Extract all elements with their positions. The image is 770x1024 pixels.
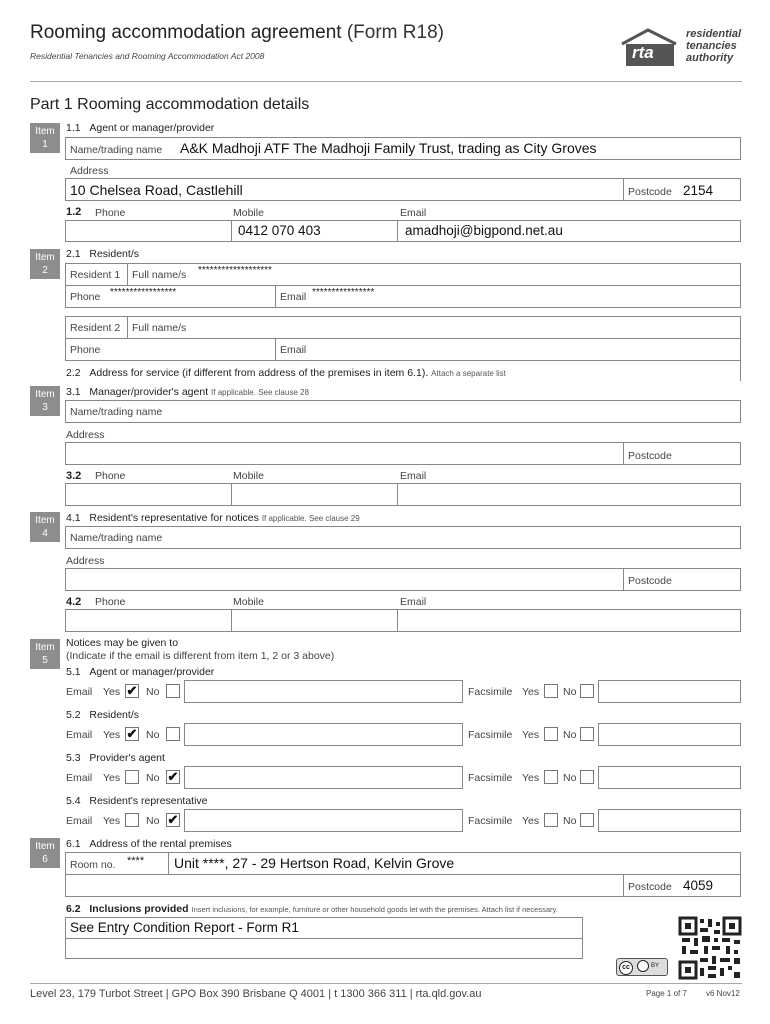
s3-mobile-label: Mobile bbox=[233, 470, 264, 482]
s5-email-field[interactable] bbox=[184, 809, 463, 832]
rta-logo bbox=[618, 24, 680, 68]
s3-2-num: 3.2 bbox=[66, 470, 82, 482]
s4-email-label: Email bbox=[400, 596, 427, 608]
form-version: v6 Nov12 bbox=[706, 989, 740, 998]
item-6-badge: Item 6 bbox=[30, 838, 60, 868]
item-2-badge: Item 2 bbox=[30, 249, 60, 279]
s3-address-label: Address bbox=[66, 429, 105, 441]
footer-address: Level 23, 179 Turbot Street | GPO Box 390 Brisbane Q 4001 | t 1300 366 311 | rta.qld.gov.au bbox=[30, 988, 482, 1000]
s5-fax-label: Facsimile bbox=[468, 729, 513, 741]
s5-email-field[interactable] bbox=[184, 723, 463, 746]
s1-phone-label: Phone bbox=[95, 207, 126, 219]
s2-r1-fullname-label: Full name/s bbox=[132, 269, 187, 281]
org-line-1: residential bbox=[686, 28, 742, 40]
s4-name-field[interactable] bbox=[65, 526, 741, 549]
s6-postcode-label: Postcode bbox=[628, 881, 672, 893]
s3-name-label: Name/trading name bbox=[70, 406, 163, 418]
s3-heading: 3.1 Manager/provider's agent If applicable. See clause 28 bbox=[66, 386, 309, 398]
s1-postcode-label: Postcode bbox=[628, 186, 672, 198]
s1-email-value: amadhoji@bigpond.net.au bbox=[405, 223, 563, 238]
s5-email-no-checkbox[interactable]: ✔ bbox=[167, 769, 179, 784]
org-line-3: authority bbox=[686, 52, 734, 64]
s5-email-field[interactable] bbox=[184, 766, 463, 789]
s5-email-field[interactable] bbox=[184, 680, 463, 703]
s4-name-label: Name/trading name bbox=[70, 532, 163, 544]
s5-fax-no-label: No bbox=[563, 815, 577, 827]
s6-inclusions-value: See Entry Condition Report - Form R1 bbox=[70, 920, 299, 935]
s5-email-yes-checkbox[interactable] bbox=[125, 813, 139, 827]
s5-fax-label: Facsimile bbox=[468, 815, 513, 827]
footer-divider bbox=[30, 983, 742, 984]
s4-address-label: Address bbox=[66, 555, 105, 567]
s5-fax-yes-label: Yes bbox=[522, 729, 540, 741]
header-divider bbox=[30, 81, 742, 82]
s6-heading: 6.1 Address of the rental premises bbox=[66, 838, 232, 850]
attribution-icon bbox=[637, 960, 649, 972]
s5-yes-label: Yes bbox=[103, 729, 121, 741]
s5-no-label: No bbox=[146, 815, 160, 827]
s2-r2-label: Resident 2 bbox=[70, 322, 121, 334]
cc-by-label: BY bbox=[651, 963, 660, 969]
s5-fax-no-label: No bbox=[563, 686, 577, 698]
s2-r1-email-value: **************** bbox=[312, 287, 375, 298]
s5-no-label: No bbox=[146, 772, 160, 784]
s3-postcode-label: Postcode bbox=[628, 450, 672, 462]
s5-email-yes-checkbox[interactable]: ✔ bbox=[126, 683, 138, 698]
s1-2-num: 1.2 bbox=[66, 206, 82, 218]
s5-no-label: No bbox=[146, 686, 160, 698]
s1-address-label: Address bbox=[70, 165, 109, 177]
item-5-badge: Item 5 bbox=[30, 639, 60, 669]
s5-email-yes-checkbox[interactable] bbox=[125, 770, 139, 784]
s5-row-heading: 5.3 Provider's agent bbox=[66, 752, 165, 764]
s5-email-no-checkbox[interactable]: ✔ bbox=[167, 812, 179, 827]
s3-phone-label: Phone bbox=[95, 470, 126, 482]
s5-fax-no-label: No bbox=[563, 729, 577, 741]
s6-address-value: Unit ****, 27 - 29 Hertson Road, Kelvin Grove bbox=[174, 855, 455, 871]
s6-postcode-value: 4059 bbox=[683, 878, 714, 893]
s4-contact-field[interactable] bbox=[65, 609, 741, 632]
s2-r1-phone-label: Phone bbox=[70, 291, 101, 303]
s5-row-heading: 5.2 Resident/s bbox=[66, 709, 139, 721]
s5-email-yes-checkbox[interactable]: ✔ bbox=[126, 726, 138, 741]
s1-address-value: 10 Chelsea Road, Castlehill bbox=[70, 182, 243, 198]
s5-no-label: No bbox=[146, 729, 160, 741]
s5-subheading: (Indicate if the email is different from item 1, 2 or 3 above) bbox=[66, 650, 335, 662]
s5-yes-label: Yes bbox=[103, 686, 121, 698]
form-title bbox=[30, 22, 444, 44]
page-number: Page 1 of 7 bbox=[646, 989, 687, 998]
org-line-2: tenancies bbox=[686, 40, 737, 52]
s5-fax-yes-label: Yes bbox=[522, 815, 540, 827]
s5-fax-no-checkbox[interactable] bbox=[580, 813, 594, 827]
s1-name-label: Name/trading name bbox=[70, 144, 163, 156]
s2-2-heading: 2.2 Address for service (if different from address of the premises in item 6.1). Attach a separate list bbox=[66, 367, 506, 379]
s5-email-label: Email bbox=[66, 686, 93, 698]
s4-heading: 4.1 Resident's representative for notices If applicable. See clause 29 bbox=[66, 512, 360, 524]
part-title: Part 1 Rooming accommodation details bbox=[30, 96, 310, 113]
s5-fax-field[interactable] bbox=[598, 809, 741, 832]
s5-fax-yes-label: Yes bbox=[522, 686, 540, 698]
s5-fax-label: Facsimile bbox=[468, 686, 513, 698]
form-code: (Form R18) bbox=[346, 22, 444, 43]
s5-fax-yes-checkbox[interactable] bbox=[544, 770, 558, 784]
s2-r2-fullname-label: Full name/s bbox=[132, 322, 187, 334]
cc-circle-icon: cc bbox=[619, 961, 633, 975]
s2-r2-email-label: Email bbox=[280, 344, 307, 356]
s2-r2-phone-label: Phone bbox=[70, 344, 101, 356]
s5-fax-field[interactable] bbox=[598, 680, 741, 703]
s1-name-value: A&K Madhoji ATF The Madhoji Family Trust, trading as City Groves bbox=[180, 140, 597, 156]
s5-fax-no-checkbox[interactable] bbox=[580, 770, 594, 784]
s4-mobile-label: Mobile bbox=[233, 596, 264, 608]
s5-fax-yes-checkbox[interactable] bbox=[544, 684, 558, 698]
form-title-text: Rooming accommodation agreement bbox=[30, 22, 342, 43]
s1-heading: 1.1 Agent or manager/provider bbox=[66, 122, 215, 134]
s2-r1-name-value: ******************* bbox=[198, 265, 272, 276]
s5-fax-field[interactable] bbox=[598, 766, 741, 789]
s2-right-rule bbox=[740, 361, 741, 381]
logo-text: rta bbox=[632, 43, 654, 62]
s1-email-label: Email bbox=[400, 207, 427, 219]
s5-email-no-checkbox[interactable] bbox=[166, 684, 180, 698]
s5-fax-no-checkbox[interactable] bbox=[580, 727, 594, 741]
item-3-badge: Item 3 bbox=[30, 386, 60, 416]
s2-r1-label: Resident 1 bbox=[70, 269, 121, 281]
org-name bbox=[686, 28, 741, 64]
s5-fax-no-label: No bbox=[563, 772, 577, 784]
act-subtitle: Residential Tenancies and Rooming Accommodation Act 2008 bbox=[30, 51, 265, 61]
s5-fax-no-checkbox[interactable] bbox=[580, 684, 594, 698]
s5-email-label: Email bbox=[66, 729, 93, 741]
s3-name-field[interactable] bbox=[65, 400, 741, 423]
s5-email-label: Email bbox=[66, 772, 93, 784]
item-4-badge: Item 4 bbox=[30, 512, 60, 542]
qr-code-icon bbox=[678, 916, 742, 980]
s1-mobile-value: 0412 070 403 bbox=[238, 223, 321, 238]
s1-postcode-value: 2154 bbox=[683, 183, 714, 198]
s4-2-num: 4.2 bbox=[66, 596, 82, 608]
s4-phone-label: Phone bbox=[95, 596, 126, 608]
s5-email-no-checkbox[interactable] bbox=[166, 727, 180, 741]
s5-row-heading: 5.1 Agent or manager/provider bbox=[66, 666, 215, 678]
s6-room-value: **** bbox=[127, 855, 145, 867]
s5-fax-yes-checkbox[interactable] bbox=[544, 727, 558, 741]
s2-heading: 2.1 Resident/s bbox=[66, 248, 139, 260]
cc-license-icon bbox=[616, 958, 668, 976]
s5-fax-field[interactable] bbox=[598, 723, 741, 746]
s5-fax-yes-label: Yes bbox=[522, 772, 540, 784]
s6-room-label: Room no. bbox=[70, 859, 116, 871]
item-1-badge: Item 1 bbox=[30, 123, 60, 153]
s3-contact-field[interactable] bbox=[65, 483, 741, 506]
s3-email-label: Email bbox=[400, 470, 427, 482]
s2-r1-email-label: Email bbox=[280, 291, 307, 303]
s4-postcode-label: Postcode bbox=[628, 575, 672, 587]
s5-fax-yes-checkbox[interactable] bbox=[544, 813, 558, 827]
s5-fax-label: Facsimile bbox=[468, 772, 513, 784]
s5-heading: Notices may be given to bbox=[66, 637, 179, 649]
s5-email-label: Email bbox=[66, 815, 93, 827]
s2-r1-phone-value: ***************** bbox=[110, 287, 177, 298]
s5-row-heading: 5.4 Resident's representative bbox=[66, 795, 208, 807]
s1-contact-field[interactable] bbox=[65, 220, 741, 242]
s5-yes-label: Yes bbox=[103, 815, 121, 827]
s6-2-heading: 6.2 Inclusions provided Insert inclusions, for example, furniture or other household goods let with the premises. Attach list if necessary. bbox=[66, 903, 558, 915]
s5-yes-label: Yes bbox=[103, 772, 121, 784]
s1-mobile-label: Mobile bbox=[233, 207, 264, 219]
